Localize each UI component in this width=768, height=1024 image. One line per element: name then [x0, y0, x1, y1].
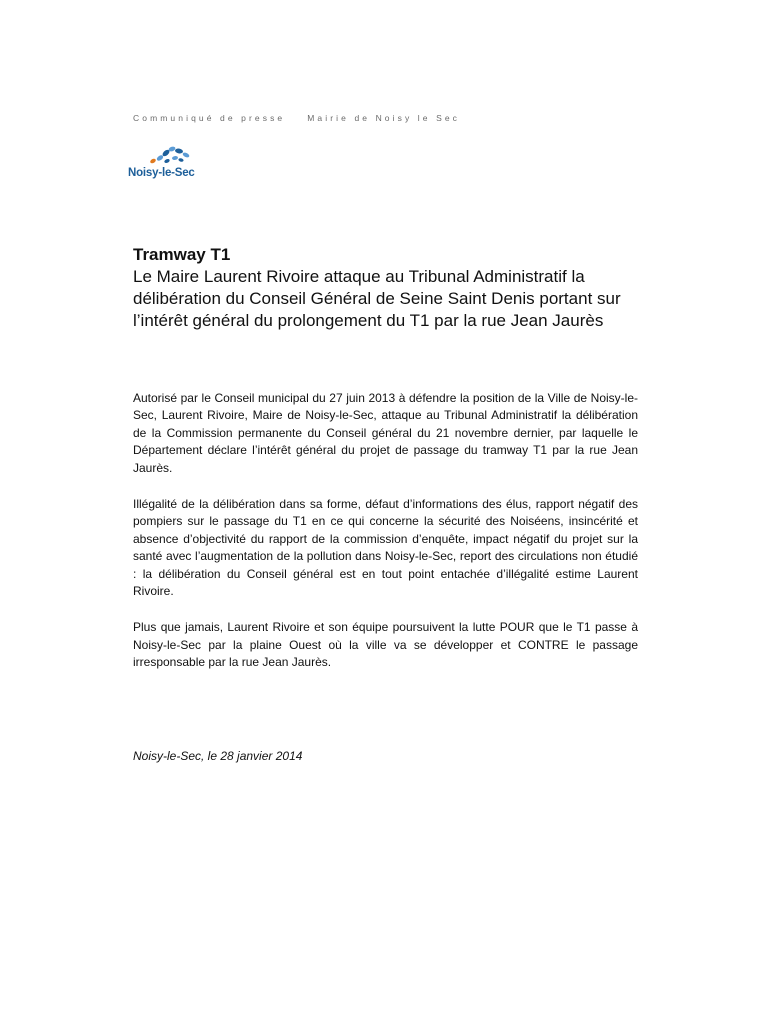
header-label: Communiqué de presse — [133, 113, 286, 123]
title-block — [133, 244, 633, 332]
paragraph: Plus que jamais, Laurent Rivoire et son équipe poursuivent la lutte POUR que le T1 passe à Noisy-le-Sec par la plaine Ouest où la ville va se développer et CONTRE le passage irresponsable par la rue Jean Jaurès. — [133, 620, 638, 670]
logo-text: Noisy-le-Sec — [128, 167, 195, 179]
leaves-logo-icon — [145, 143, 195, 167]
paragraph: Illégalité de la délibération dans sa forme, défaut d’informations des élus, rapport négatif des pompiers sur le passage du T1 en ce qui concerne la sécurité des Noiséens, insincérité et absence d’objectivité du rapport de la commission d’enquête, impact négatif du projet sur la santé avec l’augmentation de la pollution dans Noisy-le-Sec, report des circulations non étudié : la délibération du Conseil général est en tout point entachée d’illégalité estime Laurent Rivoire. — [133, 497, 638, 599]
press-release-header — [133, 113, 460, 123]
noisy-le-sec-logo — [128, 143, 208, 185]
place-and-date: Noisy-le-Sec, le 28 janvier 2014 — [133, 749, 303, 763]
document-title: Tramway T1 — [133, 245, 231, 264]
paragraph: Autorisé par le Conseil municipal du 27 juin 2013 à défendre la position de la Ville de Noisy-le-Sec, Laurent Rivoire, Maire de Noisy-le-Sec, attaque au Tribunal Administratif la délibération de la Commission permanente du Conseil général du 21 novembre dernier, par laquelle le Département déclare l’intérêt général du projet de passage du tramway T1 par la rue Jean Jaurès. — [133, 391, 638, 475]
header-organization: Mairie de Noisy le Sec — [307, 113, 461, 123]
body-text — [133, 390, 638, 691]
document-subtitle: Le Maire Laurent Rivoire attaque au Tribunal Administratif la délibération du Conseil Général de Seine Saint Denis portant sur l’intérêt général du prolongement du T1 par la rue Jean Jaurès — [133, 267, 621, 330]
